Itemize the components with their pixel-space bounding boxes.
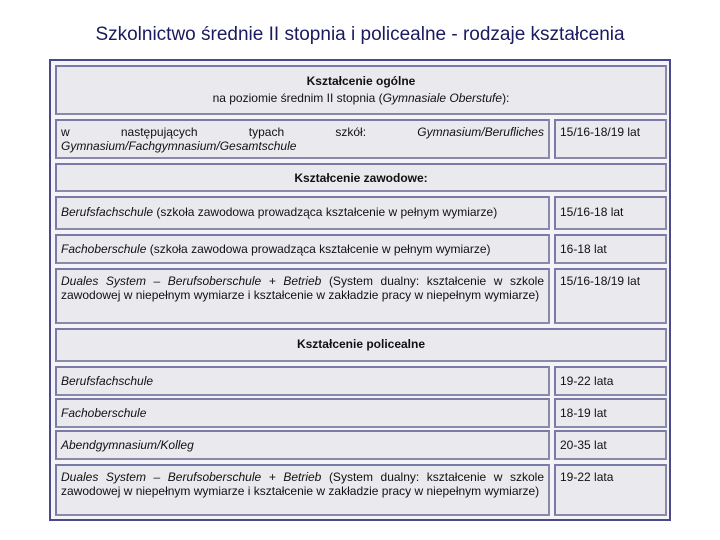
vocational-row-2	[55, 234, 667, 264]
general-age-cell: 15/16-18/19 lat	[554, 119, 667, 159]
general-education-header-row	[55, 65, 667, 115]
vocational-row-1-age: 15/16-18 lat	[554, 196, 667, 230]
post-secondary-row-3-age: 20-35 lat	[554, 430, 667, 460]
post-secondary-heading: Kształcenie policealne	[55, 328, 667, 362]
post-secondary-row-2-age: 18-19 lat	[554, 398, 667, 428]
post-secondary-row-3-desc: Abendgymnasium/Kolleg	[55, 430, 550, 460]
post-secondary-row-1-age: 19-22 lata	[554, 366, 667, 396]
general-education-subheading: na poziomie średnim II stopnia (Gymnasiale Oberstufe):	[212, 91, 510, 105]
general-education-header	[55, 65, 667, 115]
post-secondary-row-2	[55, 398, 667, 428]
vocational-row-1	[55, 196, 667, 230]
vocational-row-3-age: 15/16-18/19 lat	[554, 268, 667, 324]
vocational-header-row	[55, 163, 667, 192]
general-school-types-cell	[55, 119, 550, 159]
post-secondary-row-4-age: 19-22 lata	[554, 464, 667, 516]
vocational-heading: Kształcenie zawodowe:	[55, 163, 667, 192]
post-secondary-row-1-desc: Berufsfachschule	[55, 366, 550, 396]
post-secondary-row-3	[55, 430, 667, 460]
general-education-heading: Kształcenie ogólne	[306, 74, 416, 88]
vocational-row-3-desc: Duales System – Berufsoberschule + Betrieb (System dualny: kształcenie w szkole zawodowej w niepełnym wymiarze i kształcenie w zakładzie pracy w niepełnym wymiarze)	[55, 268, 550, 324]
vocational-row-2-age: 16-18 lat	[554, 234, 667, 264]
post-secondary-row-1	[55, 366, 667, 396]
post-secondary-row-4-desc: Duales System – Berufsoberschule + Betrieb (System dualny: kształcenie w szkole zawodowej w niepełnym wymiarze i kształcenie w zakładzie pracy w niepełnym wymiarze)	[55, 464, 550, 516]
general-school-types-line2: Gymnasium/Fachgymnasium/Gesamtschule	[61, 139, 297, 153]
post-secondary-header-row	[55, 328, 667, 362]
page-title: Szkolnictwo średnie II stopnia i policealne - rodzaje kształcenia	[95, 24, 625, 45]
vocational-row-2-desc: Fachoberschule (szkoła zawodowa prowadząca kształcenie w pełnym wymiarze)	[55, 234, 550, 264]
vocational-row-1-desc: Berufsfachschule (szkoła zawodowa prowadząca kształcenie w pełnym wymiarze)	[55, 196, 550, 230]
general-school-types-row	[55, 119, 667, 159]
vocational-row-3	[55, 268, 667, 324]
post-secondary-row-2-desc: Fachoberschule	[55, 398, 550, 428]
general-school-types-line1: w następujących typach szkół: Gymnasium/Berufliches	[61, 125, 544, 139]
education-table	[49, 59, 671, 521]
post-secondary-row-4	[55, 464, 667, 516]
